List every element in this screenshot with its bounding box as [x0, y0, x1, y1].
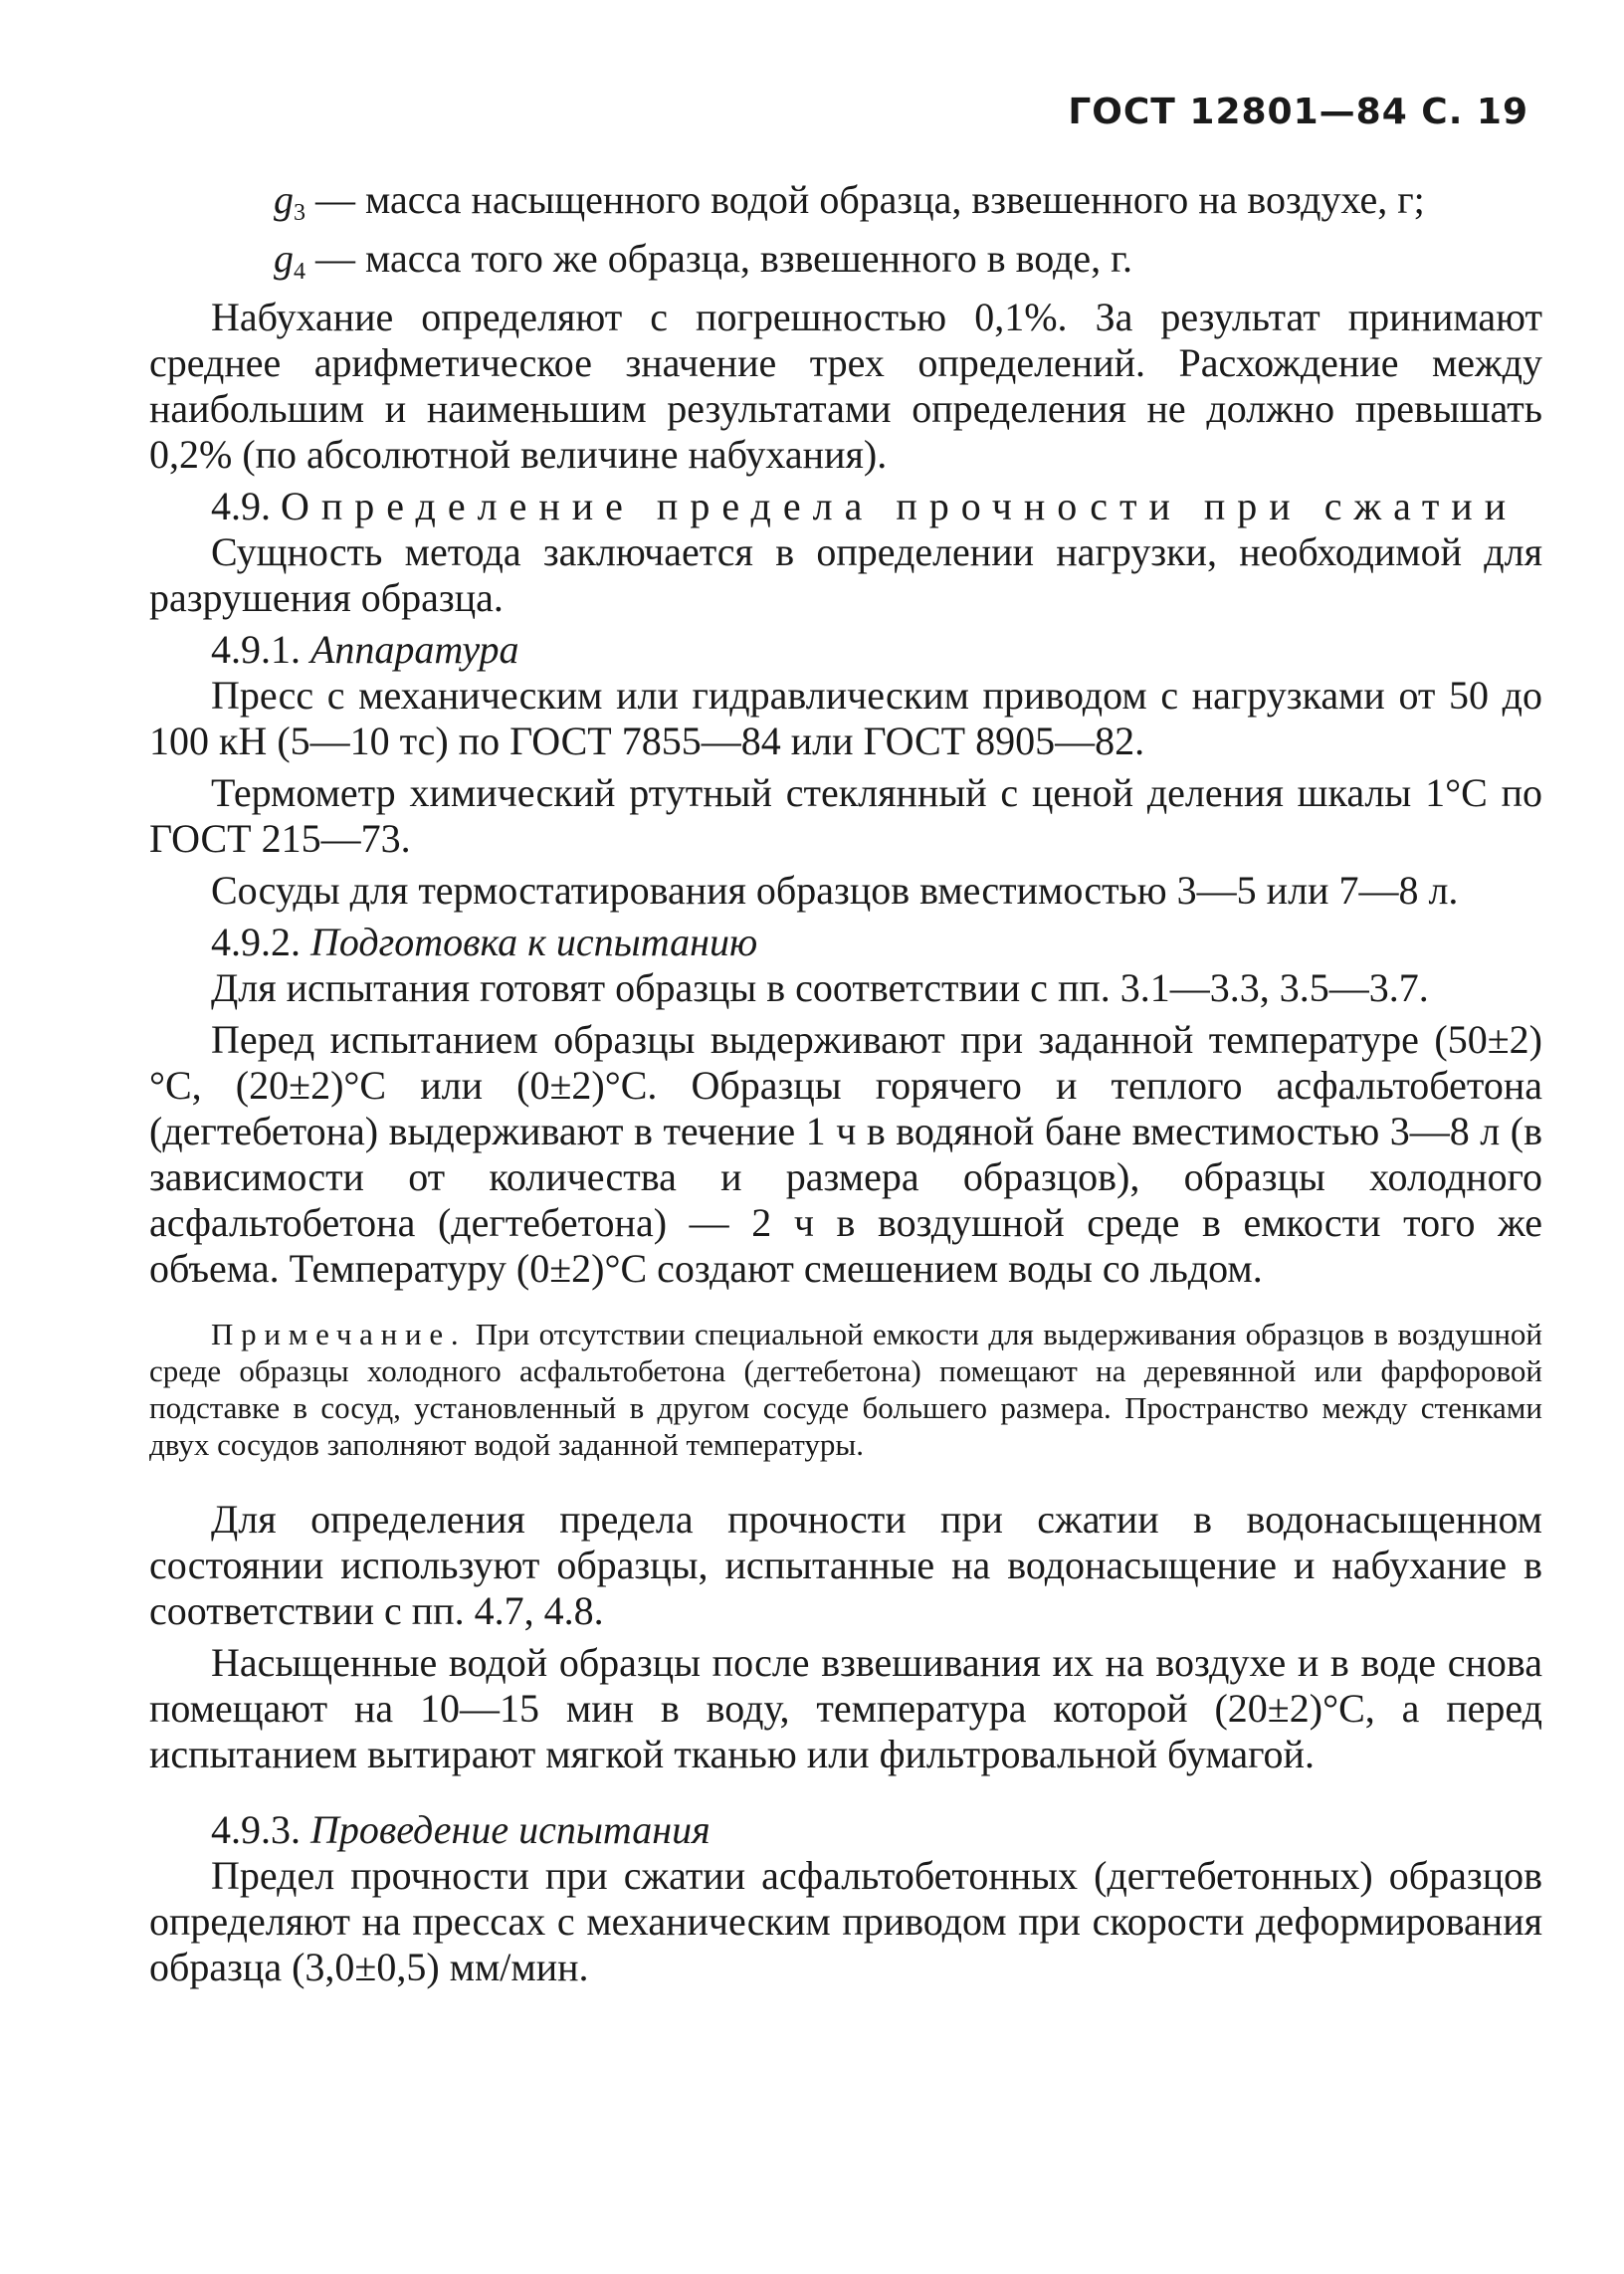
section-number: 4.9.3. — [211, 1807, 310, 1853]
paragraph-water-saturated: Для определения предела прочности при сжатии в водонасыщенном состоянии используют образцы, испытанные на водонасыщение и набухание в соответствии с пп. 4.7, 4.8. — [149, 1497, 1542, 1634]
definition-text: — масса того же образца, взвешенного в воде, г. — [305, 236, 1133, 282]
definition-g4 — [274, 236, 1542, 295]
subscript: 3 — [294, 200, 305, 227]
paragraph-samples: Для испытания готовят образцы в соответствии с пп. 3.1—3.3, 3.5—3.7. — [211, 965, 1429, 1011]
section-4-9-3-heading — [149, 1807, 1542, 1853]
paragraph-method-essence: Сущность метода заключается в определении нагрузки, необходимой для разрушения образца. — [149, 529, 1542, 621]
paragraph-thermometer: Термометр химический ртутный стеклянный с ценой деления шкалы 1°С по ГОСТ 215—73. — [149, 770, 1542, 862]
section-number: 4.9. — [211, 484, 281, 529]
paragraph-compression-strength: Предел прочности при сжатии асфальтобетонных (дегтебетонных) образцов определяют на прессах с механическим приводом при скорости деформирования образца (3,0±0,5) мм/мин. — [149, 1853, 1542, 1990]
page-header: ГОСТ 12801—84 С. 19 — [1068, 92, 1528, 132]
section-title: Определение предела прочности при сжатии — [281, 484, 1519, 529]
paragraph-vessels: Сосуды для термостатирования образцов вместимостью 3—5 или 7—8 л. — [211, 868, 1459, 914]
note-label: Примечание. — [211, 1317, 467, 1352]
body-text — [149, 177, 1542, 1990]
paragraph-conditioning: Перед испытанием образцы выдерживают при заданной температуре (50±2)°С, (20±2)°С или (0±2)°С. Образцы горячего и теплого асфальтобетона (дегтебетона) выдерживают в течение 1 ч в водяной бане вместимостью 3—8 л (в зависимости от количества и размера образцов), образцы холодного асфальтобетона (дегтебетона) — 2 ч в воздушной среде в емкости того же объема. Температуру (0±2)°С создают смешением воды со льдом. — [149, 1017, 1542, 1292]
section-number: 4.9.2. — [211, 920, 310, 965]
section-4-9-heading — [149, 484, 1542, 529]
symbol: g — [274, 177, 294, 222]
definition-g3 — [274, 177, 1542, 236]
paragraph-swelling: Набухание определяют с погрешностью 0,1%. За результат принимают среднее арифметическое значение трех определений. Расхождение между наибольшим и наименьшим результатами определения не должно превышать 0,2% (по абсолютной величине набухания). — [149, 295, 1542, 478]
note-text: При отсутствии специальной емкости для выдерживания образцов в воздушной среде образцы холодного асфальтобетона (дегтебетона) помещают на деревянной или фарфоровой подставке в сосуд, установленный в другом сосуде большего размера. Пространство между стенками двух сосудов заполняют водой заданной температуры. — [149, 1317, 1542, 1463]
paragraph-saturated-samples: Насыщенные водой образцы после взвешивания их на воздухе и в воде снова помещают на 10—15 мин в воду, температура которой (20±2)°С, а перед испытанием вытирают мягкой тканью или фильтровальной бумагой. — [149, 1640, 1542, 1777]
section-title: Проведение испытания — [310, 1807, 710, 1853]
section-title: Аппаратура — [310, 627, 519, 673]
section-4-9-1-heading — [149, 627, 1542, 673]
symbol: g — [274, 236, 294, 282]
paragraph-press: Пресс с механическим или гидравлическим приводом с нагрузками от 50 до 100 кН (5—10 тс) по ГОСТ 7855—84 или ГОСТ 8905—82. — [149, 673, 1542, 764]
note — [149, 1316, 1542, 1463]
section-4-9-2-heading — [149, 920, 1542, 965]
definition-text: — масса насыщенного водой образца, взвешенного на воздухе, г; — [305, 177, 1425, 222]
subscript: 4 — [294, 259, 305, 286]
section-number: 4.9.1. — [211, 627, 310, 673]
section-title: Подготовка к испытанию — [310, 920, 758, 965]
